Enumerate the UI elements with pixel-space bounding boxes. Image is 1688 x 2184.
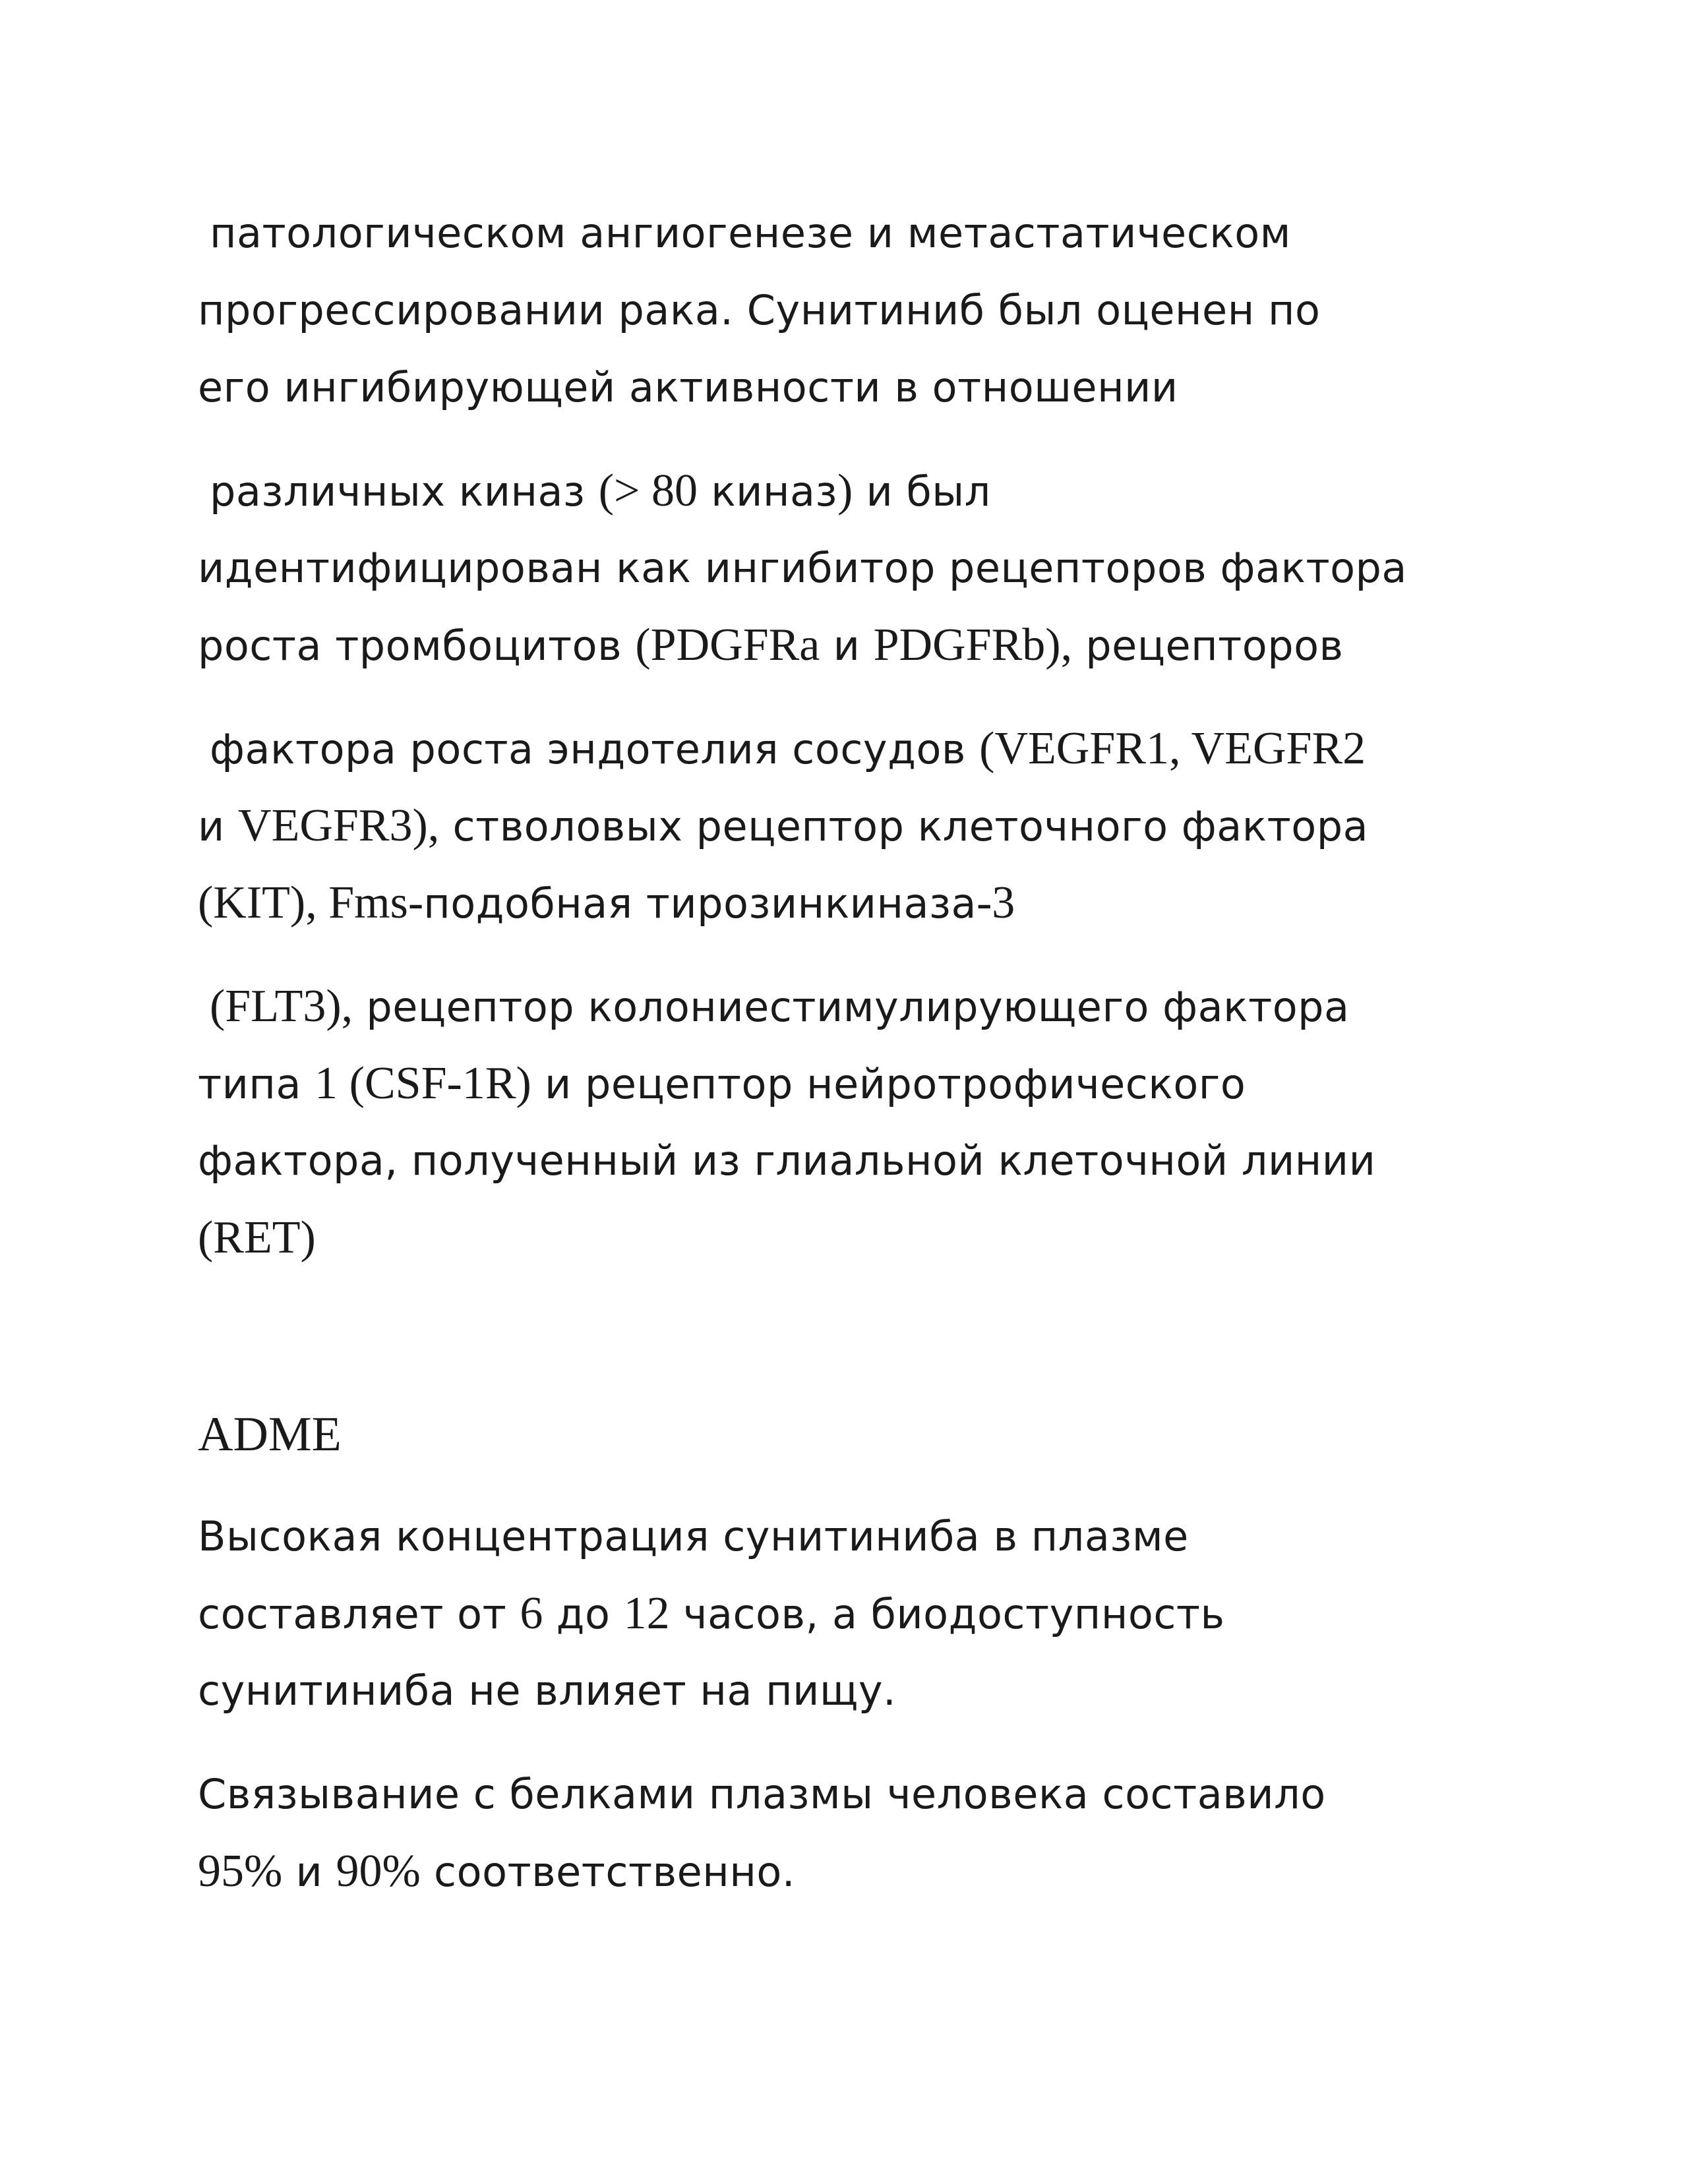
text-segment: VEGFR3),: [238, 800, 440, 851]
paragraph-2-line-1: [210, 465, 991, 518]
text-segment: патологическом ангиогенезе и метастатическом: [210, 209, 1291, 257]
text-segment: Связывание с белками плазмы человека составило: [198, 1770, 1326, 1818]
text-segment: Высокая концентрация сунитиниба в плазме: [198, 1512, 1189, 1560]
text-segment: сунитиниба не влияет на пищу.: [198, 1667, 897, 1715]
text-segment: и был: [853, 467, 991, 516]
adme-paragraph-1-line-2: [198, 1587, 1225, 1641]
text-segment: 6: [520, 1588, 543, 1639]
text-segment: 1 (CSF-1R): [315, 1058, 531, 1109]
adme-paragraph-1-line-3: [198, 1665, 896, 1717]
text-segment: подобная тирозинкиназа: [423, 879, 977, 928]
section-heading-adme: ADME: [198, 1407, 342, 1461]
text-segment: идентифицирован как ингибитор рецепторов фактора: [198, 544, 1407, 592]
text-segment: (FLT3),: [210, 981, 353, 1032]
paragraph-2-line-2: [198, 542, 1407, 595]
text-segment: различных киназ: [210, 467, 599, 516]
paragraph-3-line-3: [198, 877, 1015, 930]
paragraph-4-line-4: [198, 1212, 316, 1265]
text-segment: роста тромбоцитов: [198, 622, 636, 670]
text-segment: соответственно.: [420, 1848, 796, 1896]
text-segment: до: [543, 1590, 624, 1638]
text-segment: рецепторов: [1072, 622, 1344, 670]
text-segment: фактора, полученный из глиальной клеточной линии: [198, 1136, 1376, 1185]
paragraph-2-line-3: [198, 619, 1344, 672]
text-segment: 12: [623, 1588, 670, 1639]
text-segment: составляет от: [198, 1590, 520, 1638]
text-segment: и: [282, 1848, 336, 1896]
text-segment: (VEGFR1, VEGFR2: [979, 723, 1366, 774]
adme-paragraph-2-line-2: [198, 1845, 795, 1899]
text-segment: фактора роста эндотелия сосудов: [210, 725, 980, 773]
text-segment: 95%: [198, 1846, 283, 1897]
paragraph-4-line-1: [210, 980, 1350, 1034]
text-segment: 90%: [336, 1846, 421, 1897]
text-segment: часов, а биодоступность: [669, 1590, 1225, 1638]
text-segment: -3: [976, 877, 1015, 928]
paragraph-3-line-1: [210, 723, 1366, 776]
text-segment: (> 80: [598, 465, 698, 516]
text-segment: PDGFRb),: [873, 620, 1073, 670]
paragraph-1-line-3: [198, 361, 1178, 414]
text-segment: киназ: [698, 467, 837, 516]
text-segment: (KIT), Fms-: [198, 877, 424, 928]
text-segment: и рецептор нейротрофического: [531, 1060, 1246, 1108]
paragraph-3-line-2: [198, 800, 1368, 853]
text-segment: прогрессировании рака. Сунитиниб был оценен по: [198, 286, 1321, 334]
text-segment: (RET): [198, 1212, 316, 1263]
paragraph-1-line-2: [198, 284, 1320, 337]
text-segment: стволовых рецептор клеточного фактора: [439, 802, 1369, 850]
text-segment: и: [820, 622, 874, 670]
adme-paragraph-1-line-1: [198, 1510, 1189, 1563]
paragraph-1-line-1: [210, 207, 1291, 260]
text-segment: его ингибирующей активности в отношении: [198, 363, 1178, 411]
text-segment: типа: [198, 1060, 315, 1108]
text-segment: рецептор колониестимулирующего фактора: [353, 983, 1350, 1031]
text-segment: ): [837, 465, 853, 516]
paragraph-4-line-3: [198, 1135, 1375, 1187]
adme-paragraph-2-line-1: [198, 1768, 1326, 1821]
paragraph-4-line-2: [198, 1057, 1246, 1111]
text-segment: (PDGFRa: [635, 620, 820, 670]
text-segment: и: [198, 802, 239, 850]
